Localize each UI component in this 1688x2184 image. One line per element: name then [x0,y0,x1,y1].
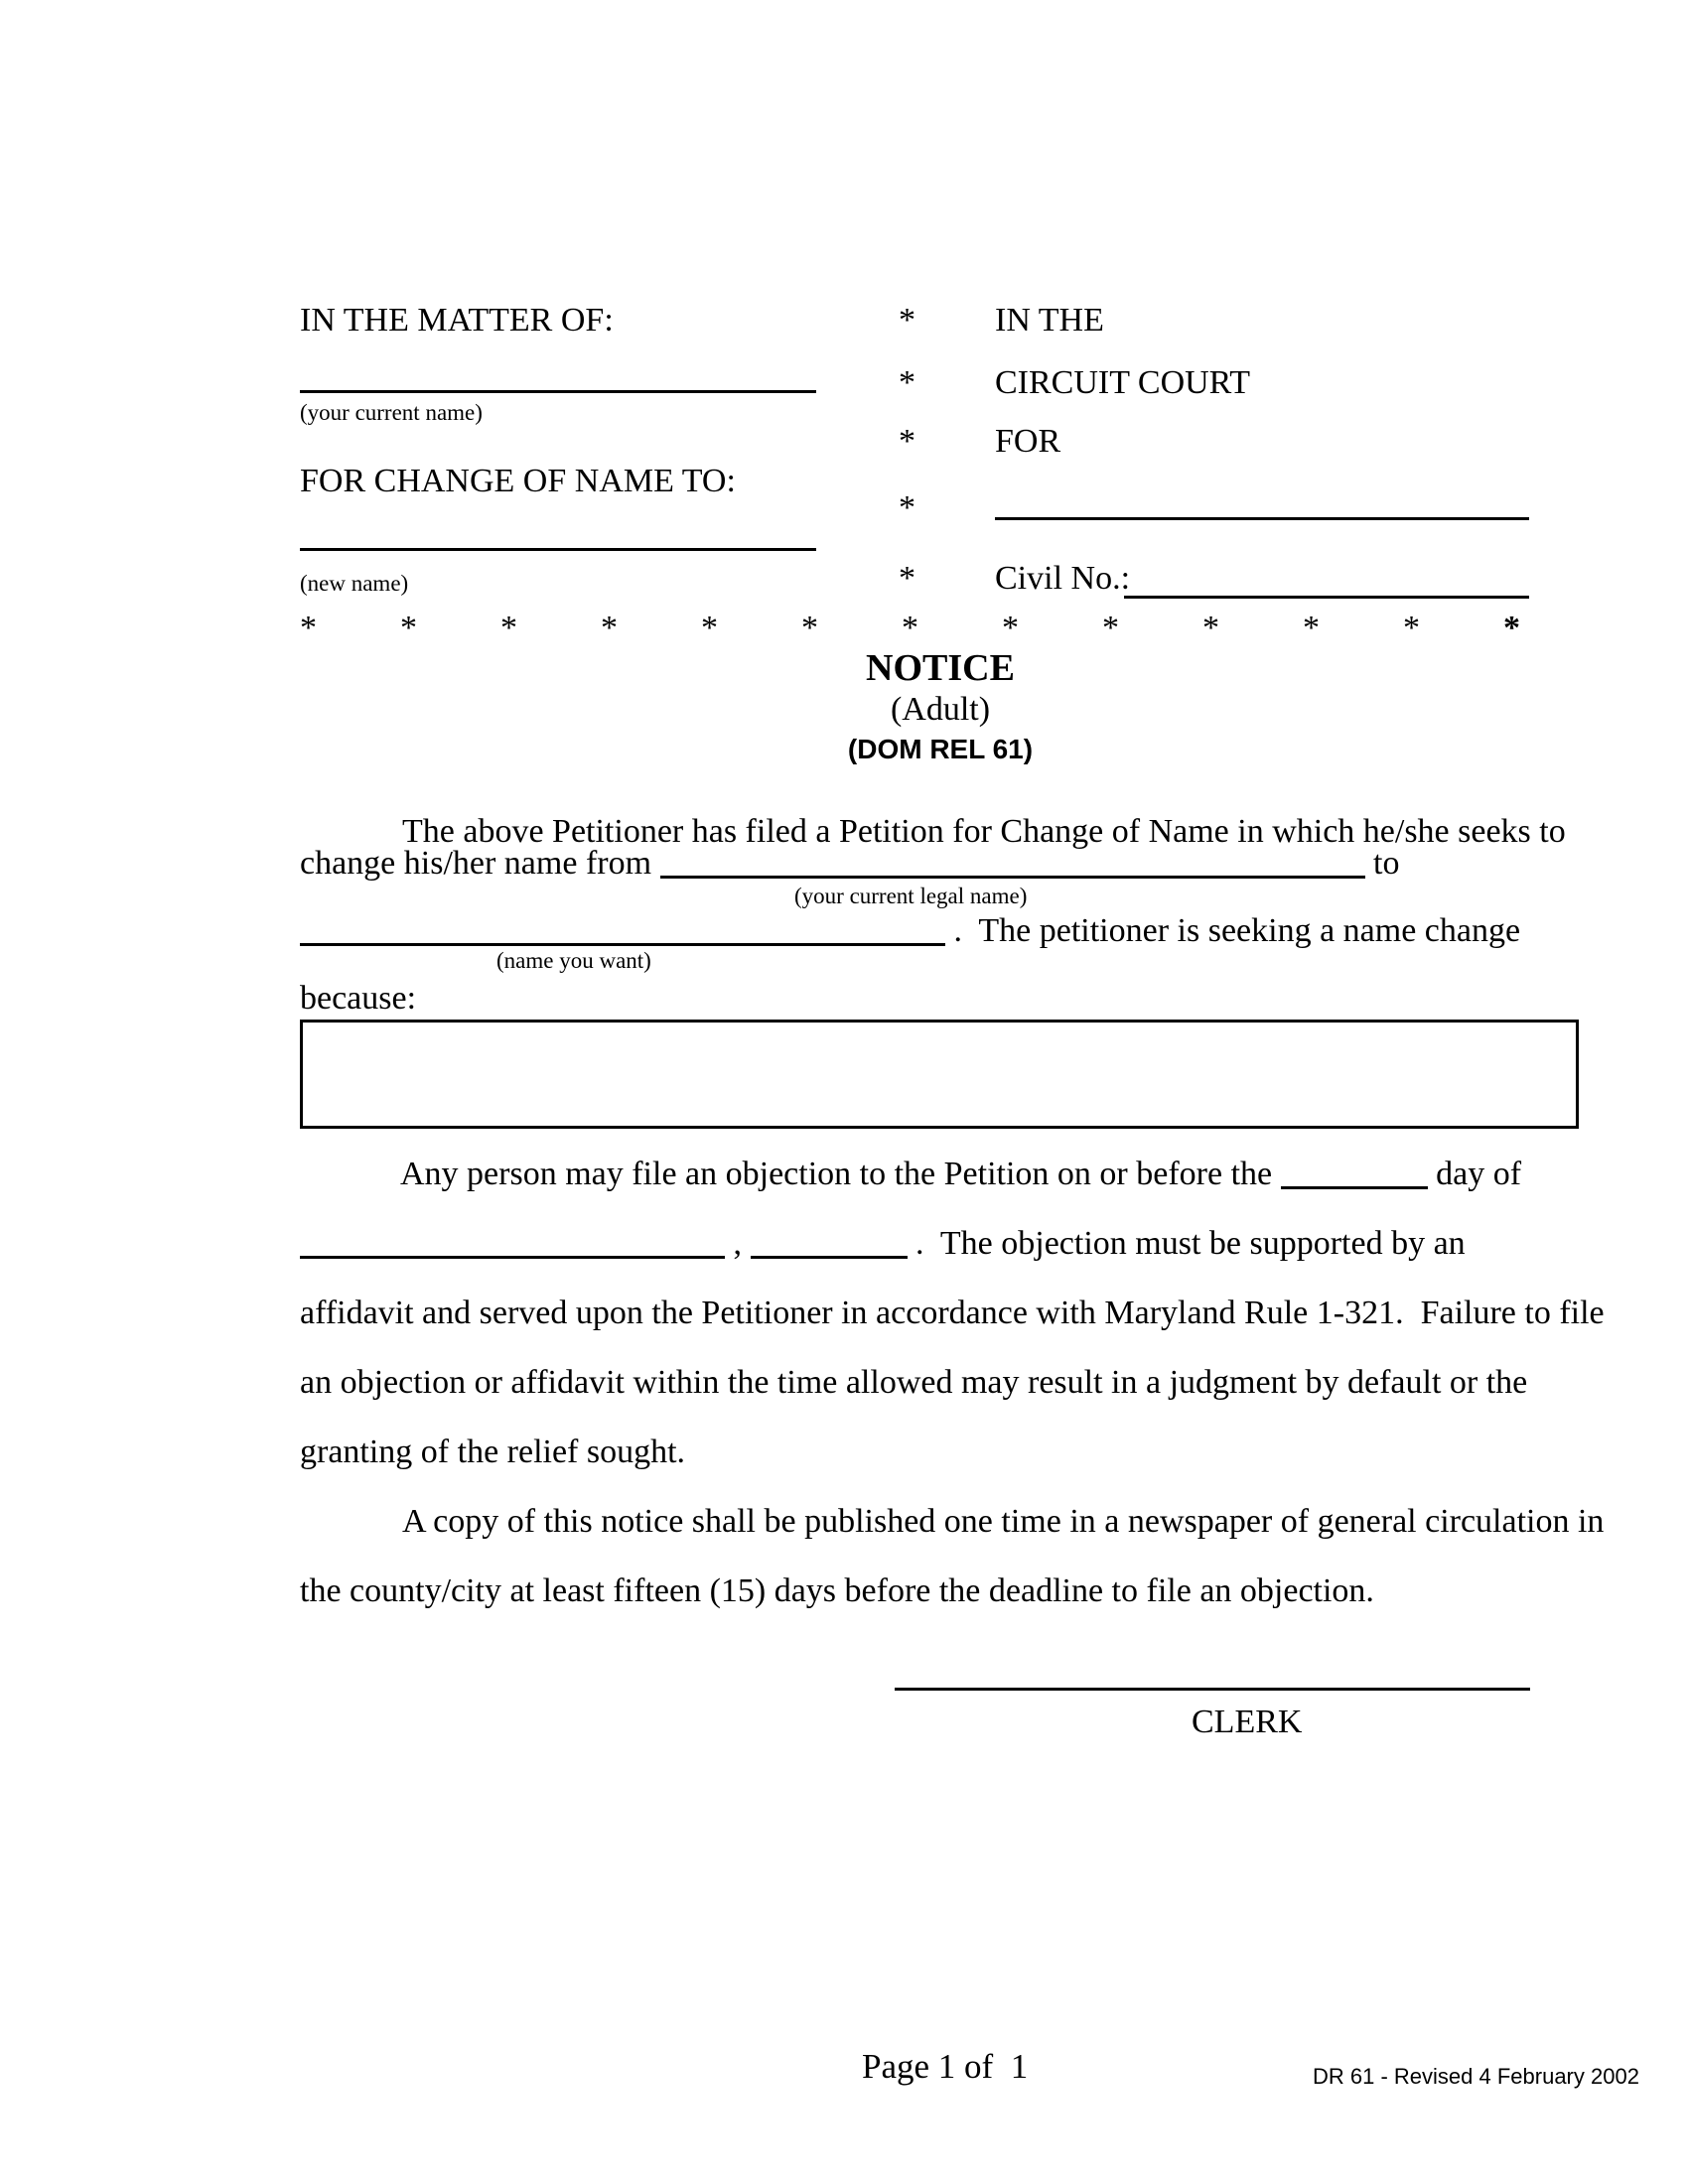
clerk-label: CLERK [1192,1704,1303,1740]
p1-line2-prefix: change his/her name from [300,845,660,882]
civil-no-line[interactable] [1124,596,1529,599]
notice-title: NOTICE [866,647,1015,689]
p2-line3: affidavit and served upon the Petitioner in accordance with Maryland Rule 1-321. Failure to file [300,1295,1605,1331]
objection-day-line[interactable] [1281,1157,1428,1189]
separator-asterisk: * [899,423,915,460]
clerk-signature-line[interactable] [895,1688,1530,1691]
separator-asterisk: * [899,364,915,401]
civil-no-label: Civil No.: [995,560,1131,597]
current-name-line[interactable] [300,390,816,393]
p1-line3-suffix: . The petitioner is seeking a name change [945,912,1521,949]
new-name-hint: (new name) [300,571,409,596]
p3-line1: A copy of this notice shall be published one time in a newspaper of general circulation in [402,1503,1605,1540]
county-name-line[interactable] [995,517,1529,520]
matter-of-label: IN THE MATTER OF: [300,302,614,339]
asterisk-divider-run: ************ [300,610,1503,646]
separator-asterisk: * [899,560,915,597]
p1-line2 [300,846,1399,882]
asterisk-divider-last: * [1503,610,1520,646]
p1-line3 [300,913,1520,949]
name-you-want-hint: (name you want) [496,948,651,973]
for-label: FOR [995,423,1061,460]
because-box[interactable] [300,1020,1579,1129]
p2-line5: granting of the relief sought. [300,1433,686,1470]
p2-line2-suffix: . The objection must be supported by an [907,1225,1466,1262]
because-label: because: [300,980,417,1017]
p2-line2 [300,1226,1466,1262]
p2-line1-prefix: Any person may file an objection to the Petition on or before the [400,1156,1281,1192]
notice-subtitle: (Adult) [890,691,991,728]
page-number: Page 1 of 1 [862,2047,1029,2086]
p2-line2-comma: , [725,1225,751,1262]
form-code: (DOM REL 61) [847,734,1034,764]
p2-line4: an objection or affidavit within the time allowed may result in a judgment by default or the [300,1364,1528,1401]
separator-asterisk: * [899,489,915,526]
current-legal-name-hint: (your current legal name) [794,884,1028,908]
objection-month-line[interactable] [300,1226,725,1259]
p2-line1 [400,1157,1521,1192]
for-change-label: FOR CHANGE OF NAME TO: [300,463,736,499]
name-you-want-line[interactable] [300,913,945,946]
in-the-label: IN THE [995,302,1104,339]
current-name-hint: (your current name) [300,400,483,425]
new-name-line[interactable] [300,548,816,551]
current-legal-name-line[interactable] [660,846,1365,879]
form-revision: DR 61 - Revised 4 February 2002 [1313,2064,1639,2089]
p2-line1-suffix: day of [1427,1156,1522,1192]
circuit-court-label: CIRCUIT COURT [995,364,1251,401]
asterisk-divider-row [300,610,1520,647]
p1-line2-suffix: to [1364,845,1400,882]
separator-asterisk: * [899,302,915,339]
objection-year-line[interactable] [751,1226,908,1259]
p1-line1: The above Petitioner has filed a Petition for Change of Name in which he/she seeks to [402,813,1566,850]
p3-line2: the county/city at least fifteen (15) days before the deadline to file an objection. [300,1572,1374,1609]
